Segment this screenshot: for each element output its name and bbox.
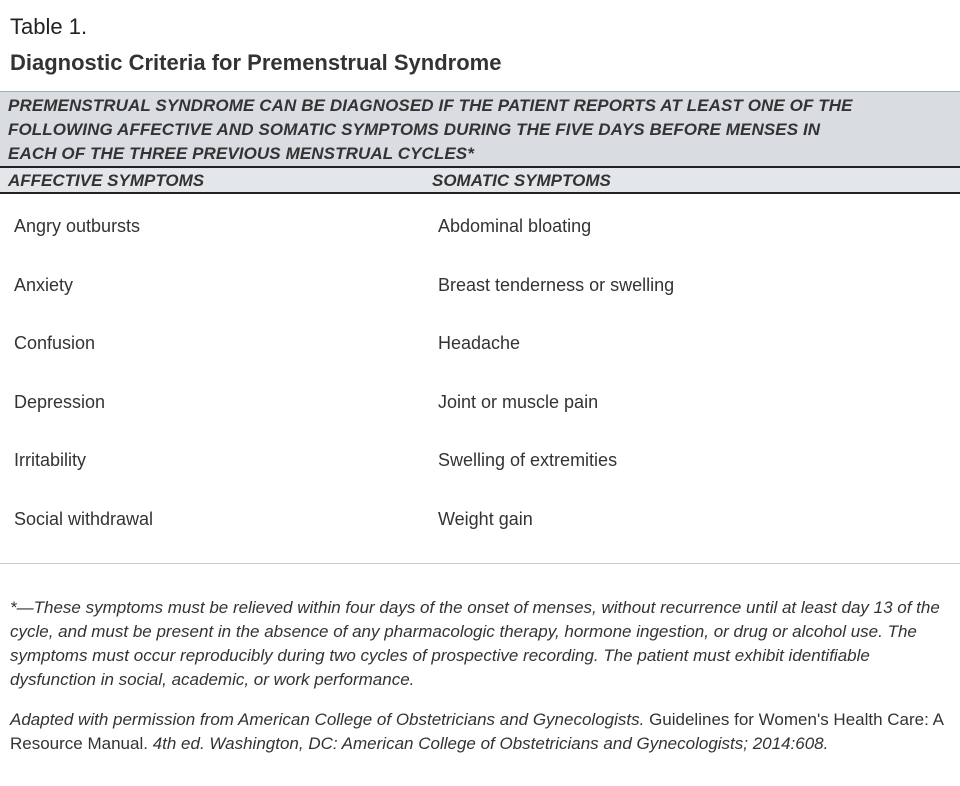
somatic-cell: Weight gain [438, 508, 533, 529]
table-source [10, 708, 945, 756]
table-footnote: *—These symptoms must be relieved within four days of the onset of menses, without recurrence until at least day 13 of the cycle, and must be present in the absence of any pharmacologic therapy, hormone ingestion, or drug or alcohol use. The symptoms must occur reproducibly during two cycles of prospective recording. The patient must exhibit identifiable dysfunction in social, academic, or work performance. [10, 598, 940, 689]
somatic-cell: Swelling of extremities [438, 450, 618, 470]
table-row [0, 432, 960, 491]
affective-cell: Angry outbursts [14, 216, 141, 236]
affective-cell: Depression [14, 391, 106, 412]
table-row [0, 315, 960, 374]
table-row [0, 491, 960, 550]
table-divider [0, 563, 960, 564]
source-book-title: Guidelines for Women's Health Care: A Resource Manual. [10, 710, 944, 753]
table-label: Table 1. [10, 14, 88, 39]
table-title: Diagnostic Criteria for Premenstrual Syndrome [10, 50, 502, 75]
criteria-header-line-1: PREMENSTRUAL SYNDROME CAN BE DIAGNOSED IF THE PATIENT REPORTS AT LEAST ONE OF THE [8, 96, 853, 115]
column-header-row [0, 166, 960, 194]
somatic-cell: Abdominal bloating [438, 216, 592, 236]
criteria-header-line-2: FOLLOWING AFFECTIVE AND SOMATIC SYMPTOMS DURING THE FIVE DAYS BEFORE MENSES IN [8, 120, 821, 139]
source-credit: Adapted with permission from American College of Obstetricians and Gynecologists. [10, 710, 645, 729]
somatic-cell: Joint or muscle pain [438, 391, 599, 412]
source-publication: 4th ed. Washington, DC: American College of Obstetricians and Gynecologists; 2014:608. [147, 734, 829, 753]
table-criteria-header [0, 91, 960, 166]
affective-cell: Social withdrawal [14, 508, 154, 529]
affective-cell: Irritability [14, 450, 87, 470]
table-row [0, 374, 960, 433]
affective-cell: Anxiety [14, 274, 74, 295]
column-header-affective: AFFECTIVE SYMPTOMS [8, 171, 205, 190]
table-row [0, 198, 960, 257]
column-header-somatic: SOMATIC SYMPTOMS [432, 171, 611, 190]
table-row [0, 257, 960, 316]
criteria-header-line-3: EACH OF THE THREE PREVIOUS MENSTRUAL CYCLES* [8, 144, 474, 163]
somatic-cell: Headache [438, 333, 521, 353]
affective-cell: Confusion [14, 333, 96, 353]
somatic-cell: Breast tenderness or swelling [438, 274, 675, 295]
table-body [0, 198, 960, 549]
